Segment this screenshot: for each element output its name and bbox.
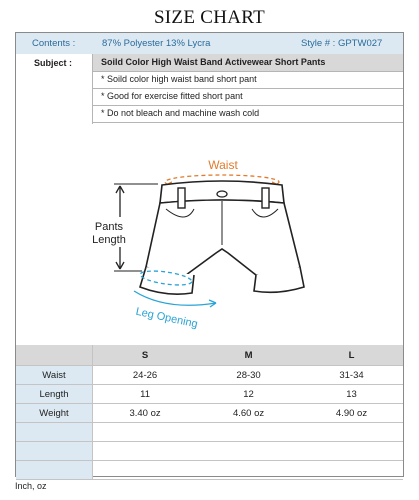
pants-length-label-line1: Pants [94, 221, 124, 233]
table-row [16, 423, 403, 442]
table-row [16, 461, 403, 480]
shorts-illustration [16, 125, 403, 345]
subject-bullet [93, 88, 403, 106]
table-row [16, 366, 403, 385]
subject-heading: Soild Color High Waist Band Activewear Short Pants [101, 57, 326, 67]
table-row [16, 385, 403, 404]
table-row [16, 442, 403, 461]
subject-bullet-text: * Good for exercise fitted short pant [101, 91, 243, 101]
table-cell [93, 442, 198, 461]
page-title: SIZE CHART [153, 7, 266, 28]
contents-row [16, 33, 403, 55]
table-cell: 13 [300, 385, 403, 404]
subject-label: Subject : [34, 58, 73, 68]
row-label: Weight [16, 404, 93, 423]
table-cell: 24-26 [93, 366, 198, 385]
subject-bullet [93, 105, 403, 123]
size-header-row [16, 345, 403, 366]
table-cell [300, 461, 403, 480]
table-cell: 3.40 oz [93, 404, 198, 423]
table-cell [93, 461, 198, 480]
subject-bullet [93, 71, 403, 89]
table-cell: 4.60 oz [197, 404, 300, 423]
right-belt-loop [262, 188, 269, 208]
size-header-l: L [300, 345, 403, 366]
table-cell [300, 423, 403, 442]
table-cell: 11 [93, 385, 198, 404]
shorts-diagram [16, 125, 403, 345]
table-cell [197, 461, 300, 480]
size-header-s: S [93, 345, 198, 366]
style-number: Style # : GPTW027 [301, 38, 383, 49]
table-cell: 12 [197, 385, 300, 404]
contents-label: Contents : [32, 38, 76, 49]
subject-bullet-text: * Do not bleach and machine wash cold [101, 108, 260, 118]
left-belt-loop [178, 188, 185, 208]
table-cell: 28-30 [197, 366, 300, 385]
table-row [16, 404, 403, 423]
contents-material: 87% Polyester 13% Lycra [102, 38, 211, 49]
table-cell [197, 423, 300, 442]
row-label: Waist [16, 366, 93, 385]
units-footnote: Inch, oz [15, 481, 47, 491]
row-label [16, 442, 93, 461]
subject-bullet-text: * Soild color high waist band short pant [101, 74, 257, 84]
table-cell: 4.90 oz [300, 404, 403, 423]
table-cell [197, 442, 300, 461]
size-table [16, 345, 403, 480]
pants-length-label-line2: Length [92, 234, 126, 246]
table-cell [300, 442, 403, 461]
row-label [16, 423, 93, 442]
size-header-corner [16, 345, 93, 366]
row-label [16, 461, 93, 480]
table-cell: 31-34 [300, 366, 403, 385]
table-cell [93, 423, 198, 442]
subject-label-cell [16, 54, 93, 124]
leg-opening-label: Leg Opening [134, 305, 199, 331]
waist-label: Waist [208, 158, 238, 172]
size-header-m: M [197, 345, 300, 366]
waist-button [217, 191, 227, 197]
subject-heading-row [93, 54, 403, 72]
row-label: Length [16, 385, 93, 404]
subject-block [16, 54, 403, 124]
